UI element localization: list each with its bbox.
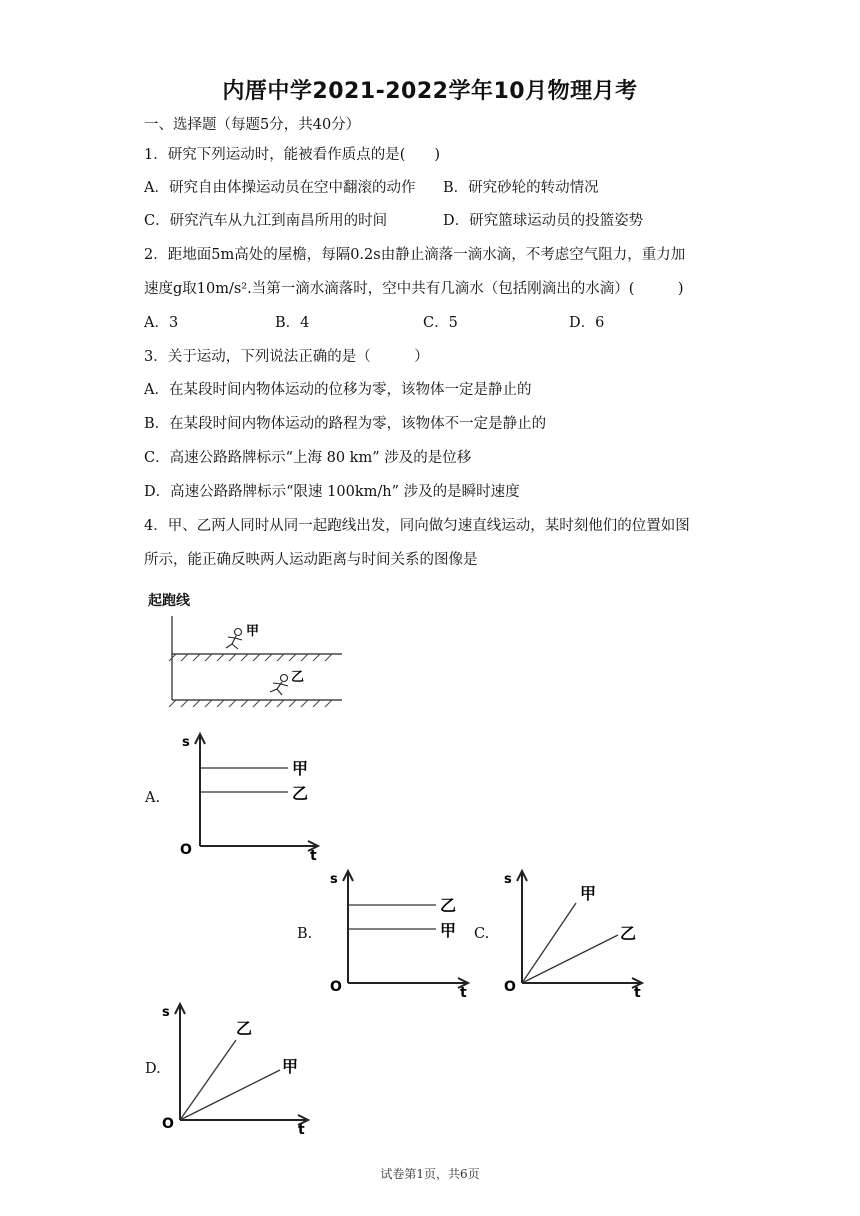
- q2-option-b: B．4: [275, 315, 310, 331]
- q4-stem-line2: 所示，能正确反映两人运动距离与时间关系的图像是: [144, 552, 478, 568]
- q1-option-c: C．研究汽车从九江到南昌所用的时间: [144, 213, 388, 229]
- graph-c: [500, 865, 650, 1000]
- q3-option-c: C．高速公路路牌标示“上海 80 km” 涉及的是位移: [144, 450, 472, 466]
- start-line-label: 起跑线: [148, 593, 190, 609]
- svg-text:t: t: [310, 848, 317, 864]
- q4-option-a-label: A.: [145, 790, 161, 806]
- graph-c-steep-label: 甲: [580, 884, 597, 903]
- q3-option-a: A．在某段时间内物体运动的位移为零，该物体一定是静止的: [144, 382, 532, 398]
- graph-d-shallow-label: 甲: [282, 1057, 299, 1076]
- runner-jia-icon: [226, 629, 242, 650]
- svg-text:s: s: [504, 872, 512, 887]
- graph-a: [176, 728, 326, 863]
- svg-text:O: O: [180, 842, 192, 858]
- q1-option-b: B．研究砂轮的转动情况: [443, 180, 599, 196]
- q1-option-a: A．研究自由体操运动员在空中翻滚的动作: [144, 180, 416, 196]
- q4-option-d-label: D.: [145, 1061, 161, 1077]
- q4-stem-line1: 4．甲、乙两人同时从同一起跑线出发，同向做匀速直线运动，某时刻他们的位置如图: [144, 518, 690, 534]
- graph-b-upper-label: 乙: [440, 896, 457, 915]
- svg-text:s: s: [162, 1005, 170, 1020]
- graph-d-steep-label: 乙: [236, 1019, 253, 1038]
- graph-a-lower-label: 乙: [292, 784, 309, 803]
- q1-stem: 1．研究下列运动时，能被看作质点的是( ): [144, 147, 441, 163]
- graph-c-shallow-label: 乙: [620, 924, 637, 943]
- svg-text:O: O: [162, 1116, 174, 1132]
- q3-option-d: D．高速公路路牌标示“限速 100km/h” 涉及的是瞬时速度: [144, 484, 520, 500]
- track-figure: [160, 610, 350, 715]
- runner-yi-icon: [270, 675, 288, 696]
- q2-stem-line2: 速度g取10m/s².当第一滴水滴落时，空中共有几滴水（包括刚滴出的水滴）( ): [144, 281, 684, 297]
- svg-text:t: t: [298, 1122, 305, 1138]
- svg-text:s: s: [182, 735, 190, 750]
- page-footer: 试卷第1页，共6页: [380, 1167, 480, 1181]
- svg-text:O: O: [504, 979, 516, 995]
- svg-text:t: t: [634, 985, 641, 1001]
- graph-b: [326, 865, 476, 1000]
- section-heading: 一、选择题（每题5分，共40分）: [144, 117, 361, 133]
- q2-option-a: A．3: [144, 315, 179, 331]
- q1-option-d: D．研究篮球运动员的投篮姿势: [443, 213, 644, 229]
- svg-text:s: s: [330, 872, 338, 887]
- q4-option-c-label: C.: [474, 926, 490, 942]
- q4-option-b-label: B.: [297, 926, 313, 942]
- graph-d: [160, 998, 320, 1138]
- graph-b-lower-label: 甲: [440, 921, 457, 940]
- q2-option-c: C．5: [423, 315, 458, 331]
- exam-title: 内厝中学2021-2022学年10月物理月考: [222, 79, 638, 104]
- q3-option-b: B．在某段时间内物体运动的路程为零，该物体不一定是静止的: [144, 416, 547, 432]
- q2-stem-line1: 2．距地面5m高处的屋檐，每隔0.2s由静止滴落一滴水滴，不考虑空气阻力，重力加: [144, 247, 686, 263]
- q3-stem: 3．关于运动，下列说法正确的是（ ）: [144, 349, 429, 365]
- graph-a-upper-label: 甲: [292, 759, 309, 778]
- svg-text:t: t: [460, 985, 467, 1001]
- q2-option-d: D．6: [569, 315, 605, 331]
- runner-yi-label: 乙: [291, 670, 305, 685]
- runner-jia-label: 甲: [246, 624, 260, 639]
- svg-text:O: O: [330, 979, 342, 995]
